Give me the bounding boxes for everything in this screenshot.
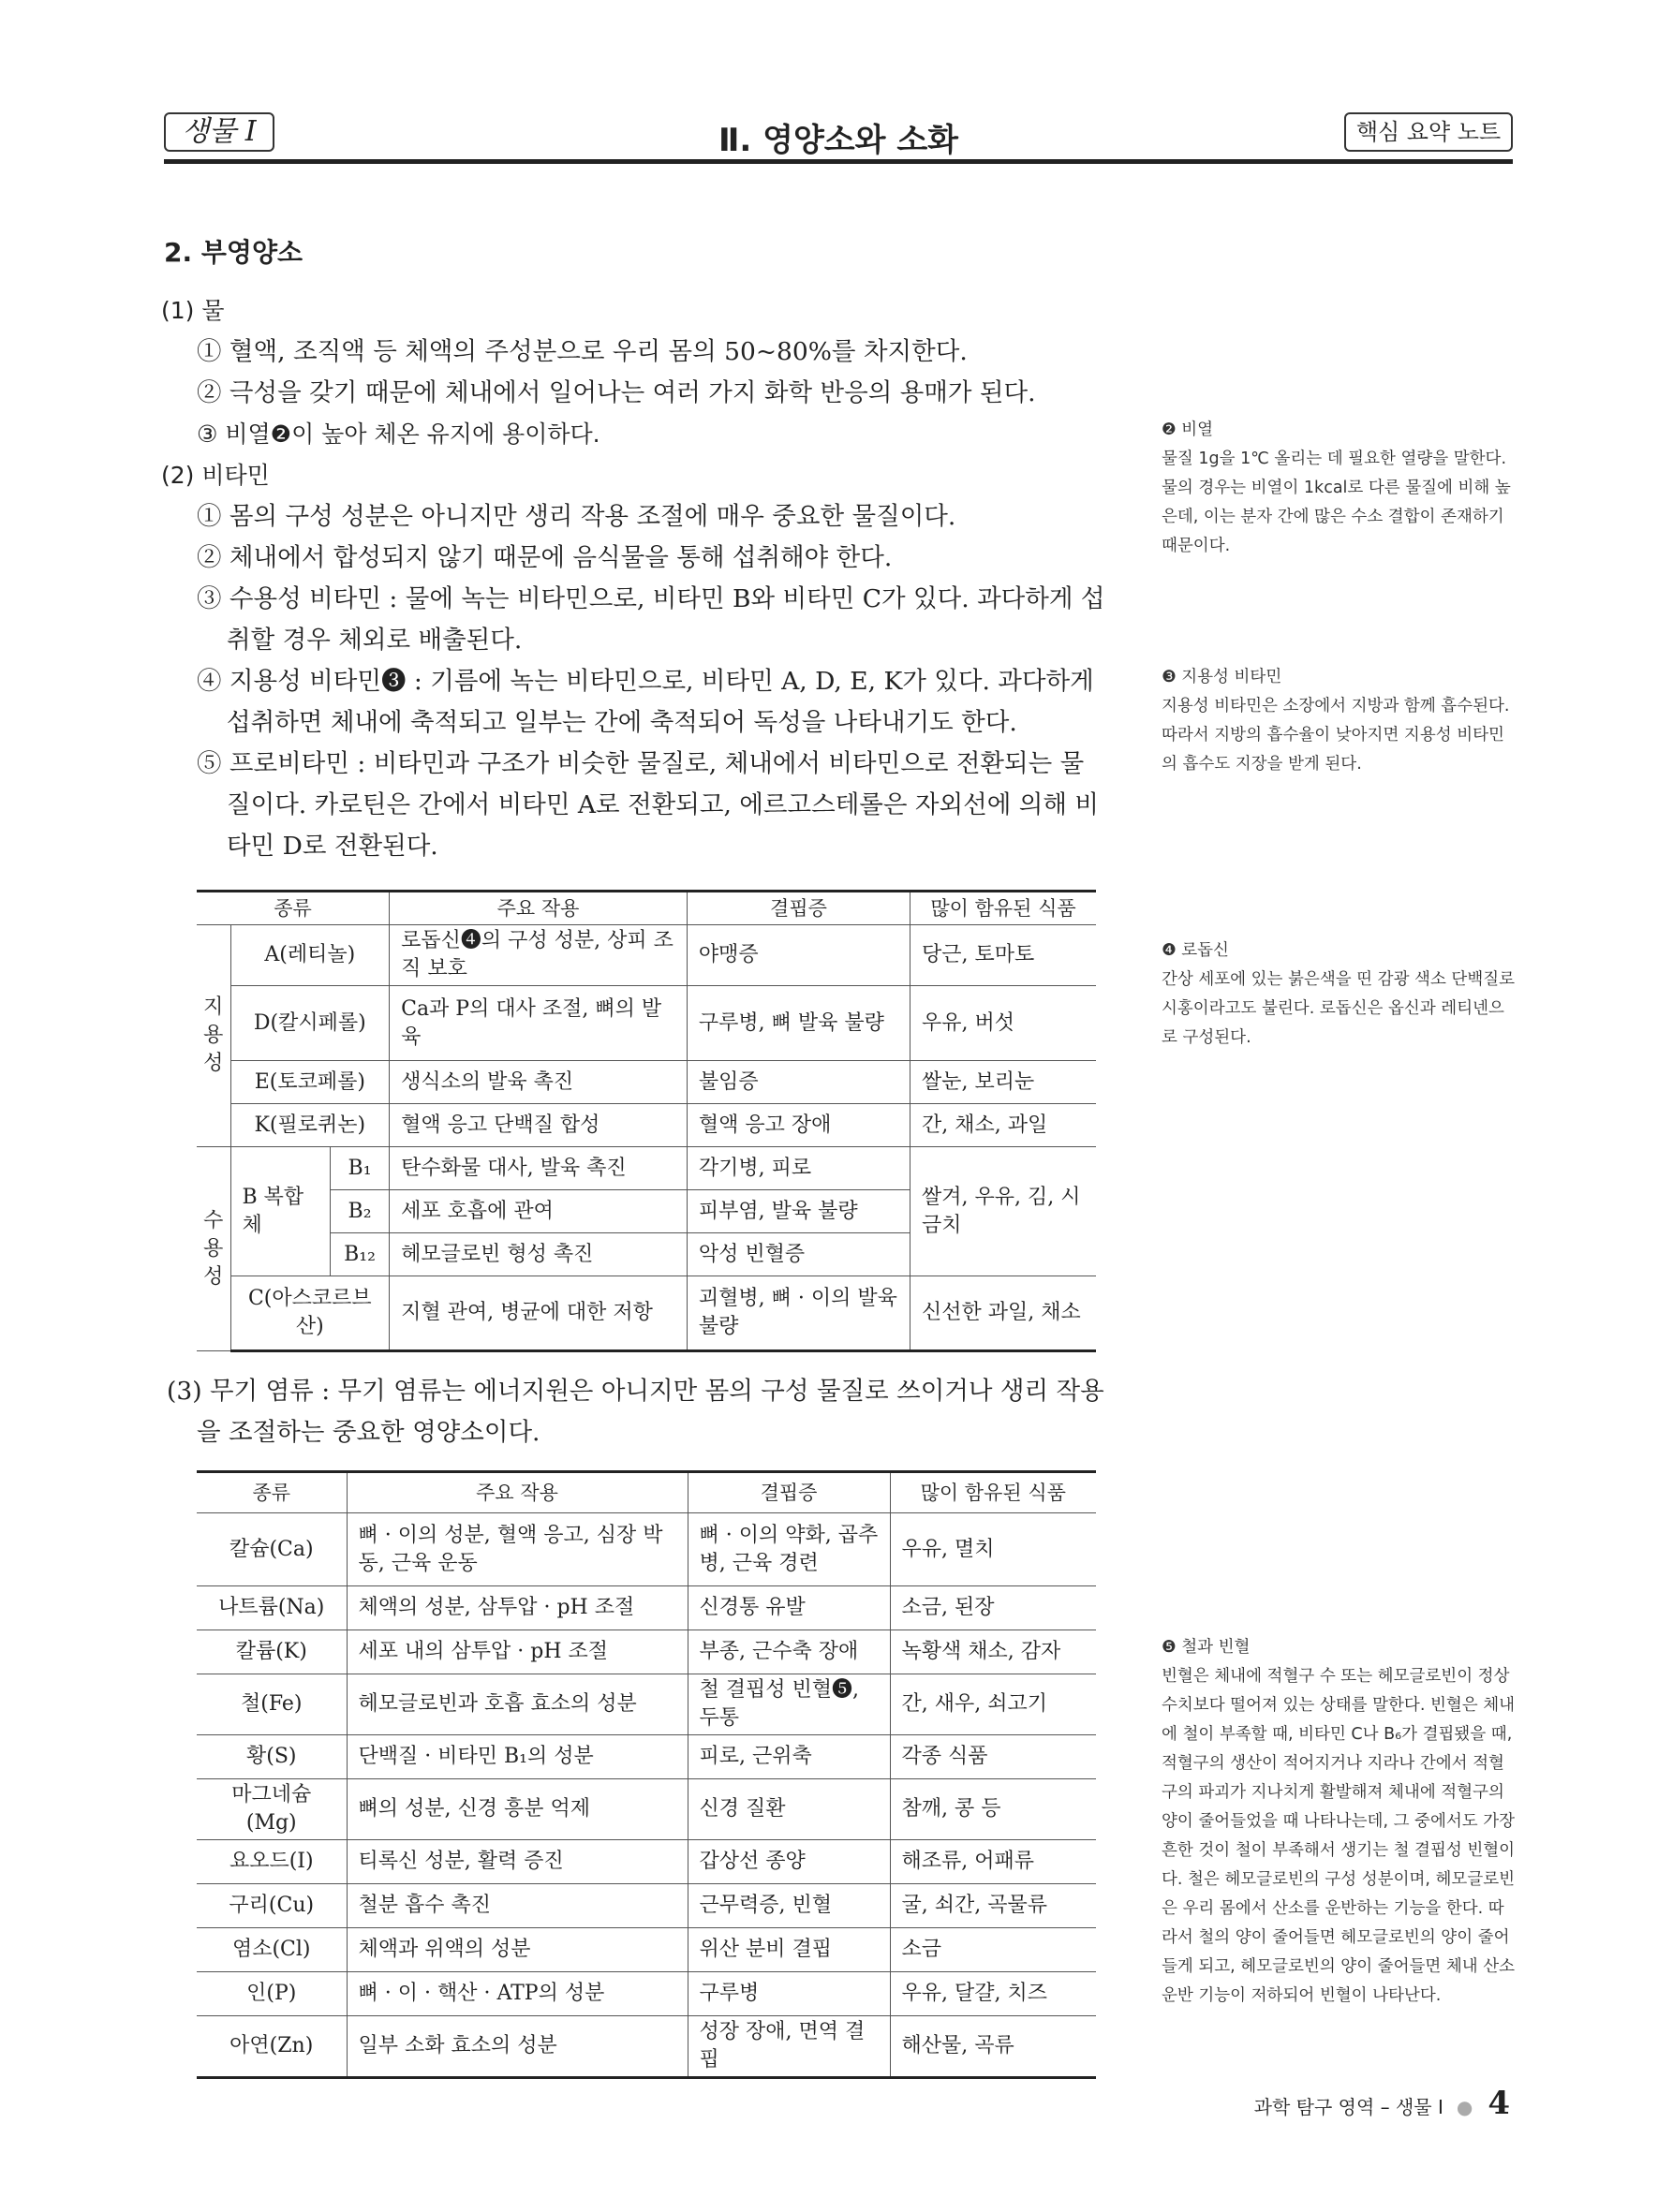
table-row-deficiency: 괴혈병, 뼈 · 이의 발육 불량 [687,1276,910,1351]
vt-header-food: 많이 함유된 식품 [910,892,1096,925]
table-row-name: D(칼시페롤) [230,986,390,1061]
table-row-food: 해조류, 어패류 [890,1840,1096,1884]
table-row-food: 소금 [890,1928,1096,1972]
table-row-deficiency: 위산 분비 결핍 [688,1928,890,1972]
table-row-name: 염소(Cl) [197,1928,347,1972]
table-row-action: 뼈의 성분, 신경 흥분 억제 [347,1779,688,1840]
footer-dot-icon: ● [1456,2096,1473,2118]
vitamin-table [197,890,1096,1352]
table-row-name: C(아스코르브산) [230,1276,390,1351]
sidenote-title: ❺ 철과 빈혈 [1162,1638,1251,1657]
table-row-name: B₁₂ [331,1233,390,1276]
table-row-action: 티록신 성분, 활력 증진 [347,1840,688,1884]
table-row-name: 철(Fe) [197,1674,347,1735]
mt-header-food: 많이 함유된 식품 [890,1472,1096,1513]
vitamin-section [161,455,1107,867]
table-row-action: 뼈 · 이 · 핵산 · ATP의 성분 [347,1972,688,2016]
fat-soluble-label: 지용성 [197,925,230,1147]
table-row-name: A(레티놀) [230,925,390,986]
table-row-food: 간, 새우, 쇠고기 [890,1674,1096,1735]
footer-label: 과학 탐구 영역 – 생물 I [1253,2096,1443,2118]
table-row-food: 우유, 달걀, 치즈 [890,1972,1096,2016]
table-row-deficiency: 근무력증, 빈혈 [688,1884,890,1928]
chapter-title: Ⅱ. 영양소와 소화 [718,122,959,159]
sidenote-text: 간상 세포에 있는 붉은색을 띤 감광 색소 단백질로 시홍이라고도 불린다. 로돕신은 옵신과 레티넨으로 구성된다. [1162,970,1516,1047]
page-footer [1254,2085,1510,2122]
water-heading: (1) 물 [161,297,225,324]
table-row-name: 아연(Zn) [197,2016,347,2078]
table-row-action: 탄수화물 대사, 발육 촉진 [390,1147,688,1190]
table-row-action: 체액과 위액의 성분 [347,1928,688,1972]
table-row-food: 소금, 된장 [890,1586,1096,1630]
table-row-food: 쌀눈, 보리눈 [910,1061,1096,1104]
table-row-action: 헤모글로빈 형성 촉진 [390,1233,688,1276]
subject-label: 생물 I [164,112,274,152]
table-row-deficiency: 구루병 [688,1972,890,2016]
table-row-name: 나트륨(Na) [197,1586,347,1630]
table-row-action: 세포 호흡에 관여 [390,1190,688,1233]
table-row-name: 구리(Cu) [197,1884,347,1928]
sidenote-text: 빈혈은 체내에 적혈구 수 또는 헤모글로빈이 정상 수치보다 떨어져 있는 상태를 말한다. 빈혈은 체내에 철이 부족할 때, 비타민 C나 B₆가 결핍됐을 때, 적혈구의 생산이 적어지거나 지라나 간에서 적혈구의 파괴가 지나치게 활발해져 체내에 적혈구의 양이 줄어들었을 때 나타나는데, 그 중에서도 가장 흔한 것이 철이 부족해서 생기는 철 결핍성 빈혈이다. 철은 헤모글로빈의 구성 성분이며, 헤모글로빈은 우리 몸에서 산소를 운반하는 기능을 한다. 따라서 철의 양이 줄어들면 헤모글로빈의 양이 줄어들게 되고, 헤모글로빈의 양이 줄어들면 체내 산소 운반 기능이 저하되어 빈혈이 나타난다. [1162,1667,1516,2005]
table-row-deficiency: 갑상선 종양 [688,1840,890,1884]
vt-header-deficiency: 결핍증 [687,892,910,925]
vitamin-item-3: ③ 수용성 비타민 : 물에 녹는 비타민으로, 비타민 B와 비타민 C가 있다. 과다하게 섭취할 경우 체외로 배출된다. [197,584,1105,655]
section-title: 2. 부영양소 [164,237,303,268]
table-row-action: 체액의 성분, 삼투압 · pH 조절 [347,1586,688,1630]
mt-header-type: 종류 [197,1472,347,1513]
table-row-deficiency: 악성 빈혈증 [687,1233,910,1276]
water-item-1: ① 혈액, 조직액 등 체액의 주성분으로 우리 몸의 50~80%를 차지한다. [197,337,968,366]
summary-note-label: 핵심 요약 노트 [1344,112,1513,152]
table-row-deficiency: 피로, 근위축 [688,1735,890,1779]
vitamin-item-4: ④ 지용성 비타민❸ : 기름에 녹는 비타민으로, 비타민 A, D, E, K가 있다. 과다하게 섭취하면 체내에 축적되고 일부는 간에 축적되어 독성을 나타내기도 한다. [197,667,1094,737]
header-divider [164,159,1513,164]
table-row-deficiency: 피부염, 발육 불량 [687,1190,910,1233]
sidenote-text: 물질 1g을 1℃ 올리는 데 필요한 열량을 말한다. 물의 경우는 비열이 1kcal로 다른 물질에 비해 높은데, 이는 분자 간에 많은 수소 결합이 존재하기 때문이다. [1162,450,1511,555]
water-item-2: ② 극성을 갖기 때문에 체내에서 일어나는 여러 가지 화학 반응의 용매가 된다. [197,378,1036,407]
sidenote-text: 지용성 비타민은 소장에서 지방과 함께 흡수된다. 따라서 지방의 흡수율이 낮아지면 지용성 비타민의 흡수도 지장을 받게 된다. [1162,697,1510,774]
table-row-deficiency: 뼈 · 이의 약화, 곱추병, 근육 경련 [688,1513,890,1586]
sidenote-rhodopsin [1162,936,1516,1053]
page-number: 4 [1488,2085,1510,2122]
table-row-food: 각종 식품 [890,1735,1096,1779]
table-row-action: 헤모글로빈과 호흡 효소의 성분 [347,1674,688,1735]
table-row-deficiency: 성장 장애, 면역 결핍 [688,2016,890,2078]
table-row-name: B₂ [331,1190,390,1233]
table-row-action: 단백질 · 비타민 B₁의 성분 [347,1735,688,1779]
table-row-food: 우유, 멸치 [890,1513,1096,1586]
table-row-food: 해산물, 곡류 [890,2016,1096,2078]
table-row-action: Ca과 P의 대사 조절, 뼈의 발육 [390,986,688,1061]
table-row-deficiency: 불임증 [687,1061,910,1104]
table-row-name: 칼슘(Ca) [197,1513,347,1586]
vitamin-item-1: ① 몸의 구성 성분은 아니지만 생리 작용 조절에 매우 중요한 물질이다. [197,502,956,531]
mineral-heading: (3) 무기 염류 : 무기 염류는 에너지원은 아니지만 몸의 구성 물질로 쓰이거나 생리 작용을 조절하는 중요한 영양소이다. [167,1377,1104,1447]
table-row-food: 당근, 토마토 [910,925,1096,986]
table-row-deficiency: 구루병, 뼈 발육 불량 [687,986,910,1061]
table-row-food: 간, 채소, 과일 [910,1104,1096,1147]
table-row-action: 뼈 · 이의 성분, 혈액 응고, 심장 박동, 근육 운동 [347,1513,688,1586]
table-row-action: 로돕신❹의 구성 성분, 상피 조직 보호 [390,925,688,986]
table-row-name: E(토코페롤) [230,1061,390,1104]
mt-header-action: 주요 작용 [347,1472,688,1513]
sidenote-specific-heat [1162,416,1516,561]
table-row-food: 굴, 쇠간, 곡물류 [890,1884,1096,1928]
table-row-food: 녹황색 채소, 감자 [890,1630,1096,1674]
table-row-name: 요오드(I) [197,1840,347,1884]
sidenote-title: ❹ 로돕신 [1162,941,1229,960]
sidenote-fat-soluble-vitamin [1162,663,1516,779]
b-complex-food: 쌀겨, 우유, 김, 시금치 [910,1147,1096,1276]
mineral-table [197,1470,1096,2079]
table-row-deficiency: 철 결핍성 빈혈❺, 두통 [688,1674,890,1735]
table-row-action: 혈액 응고 단백질 합성 [390,1104,688,1147]
table-row-food: 우유, 버섯 [910,986,1096,1061]
water-soluble-label: 수용성 [197,1147,230,1351]
vitamin-item-5: ⑤ 프로비타민 : 비타민과 구조가 비슷한 물질로, 체내에서 비타민으로 전환되는 물질이다. 카로틴은 간에서 비타민 A로 전환되고, 에르고스테롤은 자외선에 의해 비타민 D로 전환된다. [197,749,1099,861]
table-row-name: 칼륨(K) [197,1630,347,1674]
table-row-action: 지혈 관여, 병균에 대한 저항 [390,1276,688,1351]
table-row-action: 일부 소화 효소의 성분 [347,2016,688,2078]
table-row-name: 황(S) [197,1735,347,1779]
table-row-name: 마그네슘(Mg) [197,1779,347,1840]
table-row-food: 신선한 과일, 채소 [910,1276,1096,1351]
table-row-name: B₁ [331,1147,390,1190]
mt-header-deficiency: 결핍증 [688,1472,890,1513]
sidenote-iron-anemia [1162,1633,1516,2011]
table-row-deficiency: 신경 질환 [688,1779,890,1840]
table-row-deficiency: 신경통 유발 [688,1586,890,1630]
water-item-3: ③ 비열❷이 높아 체온 유지에 용이하다. [197,420,600,448]
table-row-action: 세포 내의 삼투압 · pH 조절 [347,1630,688,1674]
vt-header-action: 주요 작용 [390,892,688,925]
water-section [161,290,1107,455]
table-row-deficiency: 혈액 응고 장애 [687,1104,910,1147]
sidenote-title: ❸ 지용성 비타민 [1162,668,1282,686]
vt-header-type: 종류 [197,892,390,925]
table-row-deficiency: 각기병, 피로 [687,1147,910,1190]
mineral-section [161,1371,1107,1453]
page-header [164,111,1513,162]
table-row-action: 생식소의 발육 촉진 [390,1061,688,1104]
sidenote-title: ❷ 비열 [1162,420,1214,439]
table-row-name: K(필로퀴논) [230,1104,390,1147]
vitamin-heading: (2) 비타민 [161,462,270,489]
table-row-name: 인(P) [197,1972,347,2016]
b-complex-label: B 복합체 [230,1147,331,1276]
vitamin-item-2: ② 체내에서 합성되지 않기 때문에 음식물을 통해 섭취해야 한다. [197,543,893,572]
table-row-action: 철분 흡수 촉진 [347,1884,688,1928]
table-row-food: 참깨, 콩 등 [890,1779,1096,1840]
table-row-deficiency: 야맹증 [687,925,910,986]
table-row-deficiency: 부종, 근수축 장애 [688,1630,890,1674]
